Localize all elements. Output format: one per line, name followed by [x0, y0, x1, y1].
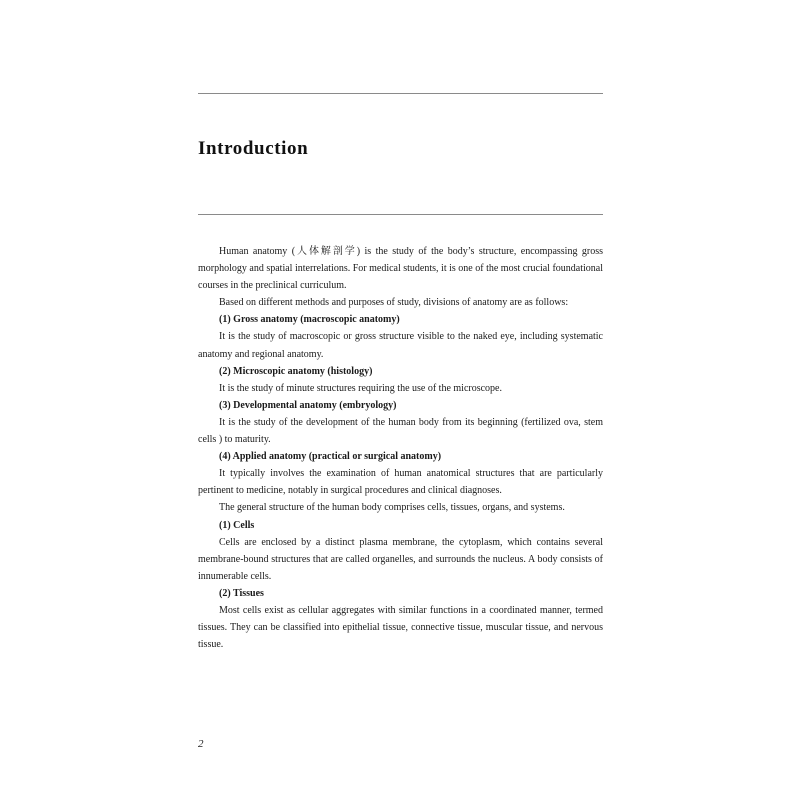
- paragraph: Based on different methods and purposes of study, divisions of anatomy are as follows:: [219, 297, 569, 309]
- paragraph: Human anatomy (人体解剖学) is the study of the body’s structure, encompassing gross morphology and spatial interrelations. For medical students, it is one of the most crucial foundational courses in the preclinical curriculum.: [198, 246, 603, 292]
- chapter-title: Introduction: [198, 138, 309, 159]
- section-heading: (2) Microscopic anatomy (histology): [219, 365, 373, 377]
- top-divider: [198, 93, 603, 94]
- bottom-divider: [198, 214, 603, 215]
- section-heading: (2) Tissues: [219, 587, 264, 599]
- paragraph: It is the study of minute structures requiring the use of the microscope.: [219, 382, 502, 394]
- paragraph: It is the study of macroscopic or gross structure visible to the naked eye, including systematic anatomy and regional anatomy.: [198, 331, 603, 360]
- body-text: [198, 243, 603, 653]
- paragraph: It is the study of the development of the human body from its beginning (fertilized ova, stem cells ) to maturity.: [198, 416, 603, 446]
- page-number: 2: [198, 738, 204, 750]
- paragraph: The general structure of the human body comprises cells, tissues, organs, and systems.: [219, 502, 565, 514]
- section-heading: (3) Developmental anatomy (embryology): [219, 399, 397, 411]
- paragraph: It typically involves the examination of human anatomical structures that are particularly pertinent to medicine, notably in surgical procedures and clinical diagnoses.: [198, 468, 603, 497]
- section-heading: (1) Gross anatomy (macroscopic anatomy): [219, 314, 400, 326]
- paragraph: Cells are enclosed by a distinct plasma membrane, the cytoplasm, which contains several membrane-bound structures that are called organelles, and surrounds the nucleus. A body consists of innumerable cells.: [198, 536, 603, 582]
- paragraph: Most cells exist as cellular aggregates with similar functions in a coordinated manner, termed tissues. They can be classified into epithelial tissue, connective tissue, muscular tissue, and nervous tissue.: [198, 604, 603, 651]
- section-heading: (1) Cells: [219, 519, 255, 531]
- section-heading: (4) Applied anatomy (practical or surgical anatomy): [219, 451, 442, 463]
